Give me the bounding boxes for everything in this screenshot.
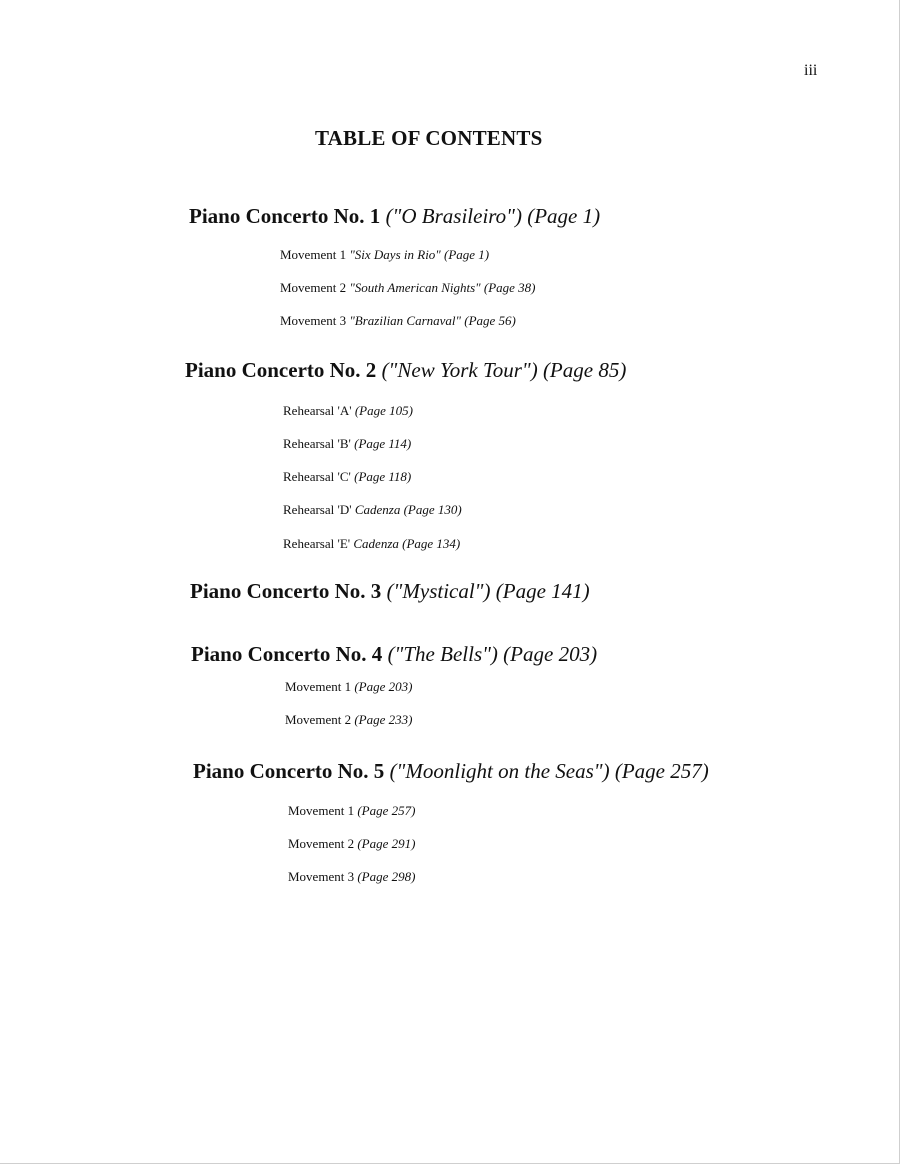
item-label: Movement 1 <box>280 247 347 262</box>
item-label: Movement 3 <box>288 869 355 884</box>
list-item <box>280 247 489 263</box>
list-item <box>283 436 411 452</box>
list-item <box>280 280 536 296</box>
concerto-name: Piano Concerto No. 3 <box>190 579 382 603</box>
item-detail: (Page 114) <box>354 436 412 451</box>
item-label: Movement 3 <box>280 313 347 328</box>
item-detail: (Page 118) <box>354 469 412 484</box>
item-label: Rehearsal 'B' <box>283 436 351 451</box>
item-label: Rehearsal 'D' <box>283 502 352 517</box>
concerto-subtitle: ("Moonlight on the Seas") (Page 257) <box>389 759 709 783</box>
item-detail: "South American Nights" (Page 38) <box>349 280 536 295</box>
concerto-subtitle: ("O Brasileiro") (Page 1) <box>385 204 601 228</box>
list-item <box>283 536 460 552</box>
page-title: TABLE OF CONTENTS <box>315 126 543 150</box>
concerto-name: Piano Concerto No. 2 <box>185 358 377 382</box>
list-item <box>288 869 415 885</box>
item-detail: (Page 298) <box>357 869 416 884</box>
item-detail: "Brazilian Carnaval" (Page 56) <box>349 313 516 328</box>
concerto-3-heading <box>190 579 590 604</box>
list-item <box>288 836 415 852</box>
item-label: Movement 1 <box>288 803 355 818</box>
concerto-2-heading <box>185 358 626 383</box>
item-label: Rehearsal 'A' <box>283 403 352 418</box>
list-item <box>280 313 516 329</box>
item-label: Rehearsal 'C' <box>283 469 351 484</box>
item-label: Movement 1 <box>285 679 352 694</box>
item-label: Movement 2 <box>280 280 347 295</box>
item-detail: Cadenza (Page 134) <box>353 536 461 551</box>
item-detail: (Page 203) <box>354 679 413 694</box>
item-detail: (Page 257) <box>357 803 416 818</box>
concerto-1-heading <box>189 204 600 229</box>
list-item <box>285 679 412 695</box>
item-detail: (Page 291) <box>357 836 416 851</box>
list-item <box>283 403 413 419</box>
list-item <box>283 469 411 485</box>
list-item <box>285 712 412 728</box>
concerto-4-heading <box>191 642 597 667</box>
concerto-name: Piano Concerto No. 1 <box>189 204 381 228</box>
list-item <box>283 502 462 518</box>
item-detail: "Six Days in Rio" (Page 1) <box>349 247 490 262</box>
concerto-subtitle: ("New York Tour") (Page 85) <box>381 358 627 382</box>
concerto-name: Piano Concerto No. 5 <box>193 759 385 783</box>
concerto-subtitle: ("The Bells") (Page 203) <box>387 642 598 666</box>
page-number: iii <box>804 62 818 79</box>
item-detail: (Page 105) <box>354 403 413 418</box>
list-item <box>288 803 415 819</box>
item-label: Movement 2 <box>288 836 355 851</box>
concerto-subtitle: ("Mystical") (Page 141) <box>386 579 590 603</box>
item-label: Movement 2 <box>285 712 352 727</box>
item-label: Rehearsal 'E' <box>283 536 351 551</box>
item-detail: (Page 233) <box>354 712 413 727</box>
concerto-5-heading <box>193 759 709 784</box>
concerto-name: Piano Concerto No. 4 <box>191 642 383 666</box>
item-detail: Cadenza (Page 130) <box>354 502 462 517</box>
